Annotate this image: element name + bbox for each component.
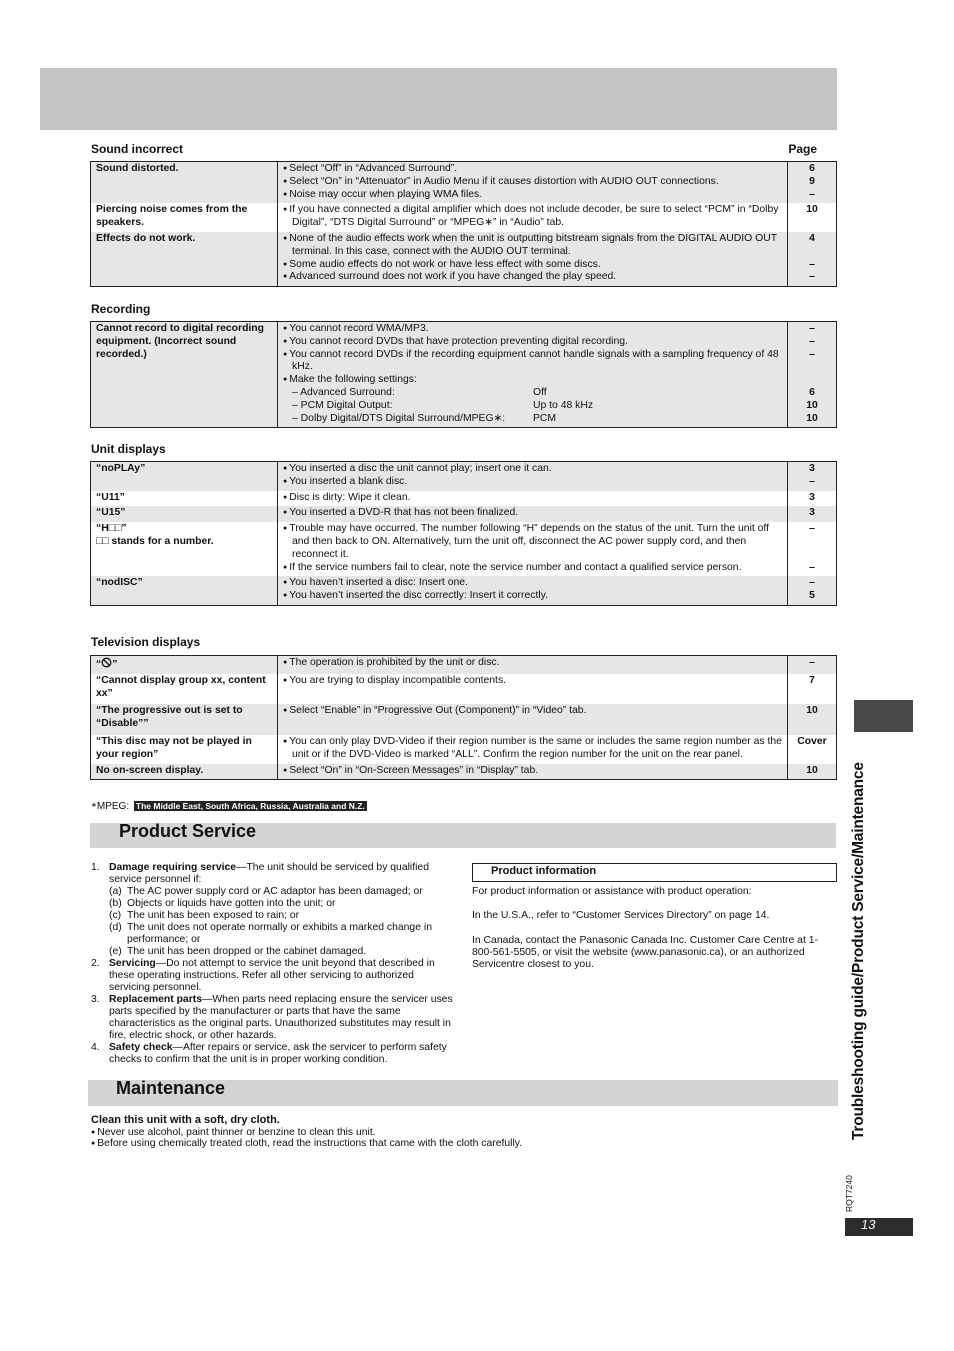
page-ref: –	[809, 335, 815, 347]
solution-line: ● You cannot record WMA/MP3.	[283, 323, 782, 336]
product-info-usa: In the U.S.A., refer to “Customer Services Directory” on page 14.	[472, 910, 770, 921]
page-cell	[788, 162, 837, 204]
solution-cell	[278, 704, 788, 735]
problem-cell: Piercing noise comes from the speakers.	[91, 203, 278, 232]
solution-cell	[278, 203, 788, 232]
table-sound	[90, 161, 837, 287]
page-ref: –	[809, 475, 815, 487]
item-number: 1.	[91, 862, 100, 873]
solution-line: ● Disc is dirty: Wipe it clean.	[283, 492, 782, 505]
page-cell	[788, 462, 837, 491]
solution-line: ● You inserted a DVD-R that has not been finalized.	[283, 507, 782, 520]
item-head: Safety check	[109, 1042, 173, 1053]
problem-cell: Sound distorted.	[91, 162, 278, 204]
page-ref: 10	[806, 204, 818, 216]
section-title-tv-displays: Television displays	[91, 635, 201, 649]
page-ref	[790, 536, 834, 549]
page-column-label: Page	[788, 142, 817, 156]
list-item	[91, 994, 456, 1042]
solution-cell	[278, 764, 788, 780]
section-title-text: Sound incorrect	[91, 142, 184, 156]
mpeg-footnote	[91, 800, 367, 814]
solution-line: ● You cannot record DVDs if the recording equipment cannot handle signals with a sampling frequency of 48 kHz.	[283, 349, 782, 375]
problem-cell: “Cannot display group xx, content xx”	[91, 674, 278, 705]
problem-cell: No on-screen display.	[91, 764, 278, 780]
setting-value: Off	[533, 386, 547, 398]
setting-row	[283, 413, 782, 426]
table-row	[91, 735, 837, 764]
solution-cell	[278, 576, 788, 605]
item-text	[109, 862, 456, 886]
page-ref: –	[809, 271, 815, 283]
table-row	[91, 764, 837, 780]
item-head: Damage requiring service	[109, 862, 237, 873]
sub-item	[91, 922, 456, 946]
section-title-recording: Recording	[91, 302, 151, 316]
solution-line: ● Select “On” in “Attenuator” in Audio Menu if it causes distortion with AUDIO OUT connections.	[283, 176, 782, 189]
solution-cell	[278, 506, 788, 522]
page-number: 13	[861, 1217, 876, 1232]
table-recording	[90, 321, 837, 428]
page-ref	[790, 361, 834, 374]
section-title-unit-displays: Unit displays	[91, 442, 166, 456]
page-cell	[788, 735, 837, 764]
side-tab-marker	[854, 700, 913, 732]
page-ref: 10	[806, 412, 818, 424]
solution-cell	[278, 232, 788, 287]
document-code: RQT7240	[844, 1175, 854, 1212]
problem-cell: “nodISC”	[91, 576, 278, 605]
problem-cell: Effects do not work.	[91, 232, 278, 287]
footnote-mark: ∗	[91, 802, 97, 809]
page-ref: 6	[809, 386, 815, 398]
sub-text: The unit does not operate normally or exhibits a marked change in performance; or	[127, 922, 432, 945]
sub-text: The AC power supply cord or AC adaptor has been damaged; or	[127, 886, 423, 897]
header-band	[40, 68, 837, 130]
solution-line: ● Select “On” in “On-Screen Messages” in “Display” tab.	[283, 765, 782, 778]
page-ref: –	[809, 657, 815, 668]
problem-cell: “noPLAy”	[91, 462, 278, 491]
table-row	[91, 162, 837, 204]
page-cell	[788, 522, 837, 576]
item-number: 2.	[91, 958, 100, 969]
heading-text: Maintenance	[116, 1078, 226, 1098]
solution-line: ● You haven’t inserted the disc correctly: Insert it correctly.	[283, 590, 782, 603]
solution-line: ● Advanced surround does not work if you have changed the play speed.	[283, 271, 782, 284]
item-number: 3.	[91, 994, 100, 1005]
solution-line: ● You haven’t inserted a disc: Insert one.	[283, 577, 782, 590]
page-ref: 4	[809, 232, 815, 244]
table-row	[91, 576, 837, 605]
page-ref: 10	[806, 399, 818, 411]
bullet-text: ● Before using chemically treated cloth, read the instructions that came with the cloth carefully.	[91, 1138, 522, 1150]
page-cell	[788, 506, 837, 522]
problem-text: □□ stands for a number.	[96, 535, 214, 547]
item-head: Replacement parts	[109, 994, 202, 1005]
setting-name: – Dolby Digital/DTS Digital Surround/MPEG∗:	[292, 412, 506, 424]
page-ref: –	[809, 258, 815, 270]
solution-line: ● Trouble may have occurred. The number following “H” depends on the status of the unit. Turn the unit off and then back to ON. Alternatively, turn the unit off, disconnect the AC power supply cord, and then reconnect it.	[283, 523, 782, 561]
table-row	[91, 462, 837, 491]
table-row	[91, 704, 837, 735]
maintenance-subtitle: Clean this unit with a soft, dry cloth.	[91, 1114, 280, 1126]
setting-row	[283, 387, 782, 400]
sub-label: (c)	[109, 910, 122, 921]
sub-item	[91, 946, 456, 958]
page-ref: –	[809, 561, 815, 573]
list-item	[91, 1042, 456, 1066]
product-info-canada: In Canada, contact the Panasonic Canada Inc. Customer Care Centre at 1-800-561-5505, or visit the website (www.panasonic.ca), or an authorized Servicentre closest to you.	[472, 935, 818, 970]
table-row	[91, 656, 837, 674]
table-row	[91, 232, 837, 287]
sub-text: The unit has been dropped or the cabinet damaged.	[127, 946, 367, 957]
sub-item	[91, 886, 456, 898]
page-cell	[788, 322, 837, 428]
solution-line: ● You inserted a disc the unit cannot play; insert one it can.	[283, 463, 782, 476]
sub-text: The unit has been exposed to rain; or	[127, 910, 300, 921]
service-list	[91, 862, 456, 1066]
page-cell	[788, 704, 837, 735]
setting-value: PCM	[533, 412, 557, 424]
solution-line: ● If the service numbers fail to clear, note the service number and contact a qualified service person.	[283, 562, 782, 575]
item-head: Servicing	[109, 958, 156, 969]
table-tv-displays	[90, 655, 837, 780]
item-body: —Do not attempt to service the unit beyond that described in these operating instructions. Refer all other servicing to authorized servicing personnel.	[109, 958, 435, 993]
setting-value: Up to 48 kHz	[533, 399, 594, 411]
page-ref: 10	[806, 764, 818, 776]
solution-line: ● Select “Off” in “Advanced Surround”.	[283, 163, 782, 176]
item-body: —When parts need replacing ensure the servicer uses parts specified by the manufacturer or parts that have the same characteristics as the original parts. Unauthorized substitutes may result in fire, electric shock, or other hazards.	[109, 994, 453, 1041]
sub-label: (d)	[109, 922, 122, 933]
page-cell	[788, 203, 837, 232]
page-ref: –	[809, 523, 815, 535]
solution-line: ● None of the audio effects work when the unit is outputting bitstream signals from the DIGITAL AUDIO OUT terminal. In this case, connect with the AUDIO OUT terminal.	[283, 233, 782, 259]
page-cell	[788, 764, 837, 780]
region-badge: The Middle East, South Africa, Russia, Australia and N.Z.	[135, 801, 365, 811]
problem-cell: “The progressive out is set to “Disable””	[91, 704, 278, 735]
solution-line: ● The operation is prohibited by the unit or disc.	[283, 657, 782, 670]
problem-cell: “U15”	[91, 506, 278, 522]
solution-line: ● Noise may occur when playing WMA files.	[283, 189, 782, 202]
product-info-text: For product information or assistance with product operation:	[472, 886, 752, 897]
solution-cell	[278, 522, 788, 576]
table-row	[91, 506, 837, 522]
problem-cell	[91, 522, 278, 576]
table-row	[91, 322, 837, 428]
product-info-box	[472, 863, 837, 882]
sub-label: (b)	[109, 898, 122, 909]
sub-label: (e)	[109, 946, 122, 957]
solution-cell	[278, 322, 788, 428]
page-ref: –	[809, 323, 815, 334]
page-ref	[790, 246, 834, 259]
item-number: 4.	[91, 1042, 100, 1053]
page-cell	[788, 656, 837, 674]
item-body: —The unit should be serviced by qualified service personnel if:	[109, 862, 429, 885]
maintenance-heading	[88, 1080, 838, 1106]
solution-cell	[278, 656, 788, 674]
problem-cell: “U11”	[91, 491, 278, 507]
setting-name: – PCM Digital Output:	[292, 399, 393, 411]
solution-line: ● You can only play DVD-Video if their region number is the same or includes the same region number as the unit or if the DVD-Video is marked “ALL”. Confirm the region number for the unit on the rear panel.	[283, 736, 782, 762]
solution-cell	[278, 674, 788, 705]
maintenance-bullet	[91, 1138, 522, 1150]
page-ref: 3	[809, 507, 815, 519]
solution-line: ● Select “Enable” in “Progressive Out (Component)” in “Video” tab.	[283, 705, 782, 718]
solution-line: ● Some audio effects do not work or have less effect with some discs.	[283, 259, 782, 272]
solution-cell	[278, 735, 788, 764]
list-item	[91, 958, 456, 994]
side-section-title: Troubleshooting guide/Product Service/Maintenance	[850, 762, 867, 1140]
list-item	[91, 862, 456, 886]
sub-item	[91, 898, 456, 910]
solution-line: ● Make the following settings:	[283, 374, 782, 387]
problem-text: “H□□”	[96, 523, 127, 535]
table-unit-displays	[90, 461, 837, 606]
page-number-box	[845, 1218, 913, 1236]
heading-text: Product Service	[119, 821, 257, 841]
solution-line: ● You inserted a blank disc.	[283, 476, 782, 489]
section-title-sound	[91, 143, 837, 156]
page-ref: Cover	[797, 735, 827, 747]
page-ref: 6	[809, 163, 815, 174]
page-ref: 3	[809, 491, 815, 503]
page-cell	[788, 232, 837, 287]
table-row	[91, 203, 837, 232]
footnote-label: MPEG:	[96, 801, 130, 812]
page-ref: 7	[809, 674, 815, 686]
page-ref: 10	[806, 705, 818, 717]
solution-line: ● You are trying to display incompatible contents.	[283, 675, 782, 688]
problem-cell	[91, 656, 278, 674]
sub-text: Objects or liquids have gotten into the unit; or	[127, 898, 336, 909]
product-service-heading	[90, 823, 836, 848]
problem-cell: Cannot record to digital recording equipment. (Incorrect sound recorded.)	[91, 322, 278, 428]
sub-item	[91, 910, 456, 922]
table-row	[91, 491, 837, 507]
setting-row	[283, 400, 782, 413]
page-ref: –	[809, 188, 815, 200]
page-ref	[790, 549, 834, 562]
solution-cell	[278, 491, 788, 507]
table-row	[91, 674, 837, 705]
page-ref: 3	[809, 463, 815, 474]
page-ref: 5	[809, 590, 815, 602]
product-info-title: Product information	[491, 865, 597, 877]
page-ref	[790, 374, 834, 387]
item-text	[109, 958, 456, 994]
solution-cell	[278, 462, 788, 491]
table-row	[91, 522, 837, 576]
page-ref: 9	[809, 175, 815, 187]
bullet-text: ● Never use alcohol, paint thinner or benzine to clean this unit.	[91, 1127, 376, 1139]
page-ref: –	[809, 577, 815, 589]
page-cell	[788, 576, 837, 605]
item-body: —After repairs or service, ask the servicer to perform safety checks to confirm that the unit is in proper working condition.	[109, 1042, 447, 1065]
sub-label: (a)	[109, 886, 122, 897]
setting-name: – Advanced Surround:	[292, 386, 395, 398]
item-text	[109, 994, 456, 1042]
solution-line: ● You cannot record DVDs that have protection preventing digital recording.	[283, 336, 782, 349]
solution-cell	[278, 162, 788, 204]
solution-line: ● If you have connected a digital amplifier which does not include decoder, be sure to select “PCM” in “Dolby Digital”, “DTS Digital Surround” or “MPEG∗” in “Audio” tab.	[283, 204, 782, 230]
prohibited-icon: “ ”	[96, 659, 118, 670]
problem-cell: “This disc may not be played in your region”	[91, 735, 278, 764]
page-cell	[788, 674, 837, 705]
page-cell	[788, 491, 837, 507]
item-text	[109, 1042, 456, 1066]
page-ref: –	[809, 348, 815, 360]
